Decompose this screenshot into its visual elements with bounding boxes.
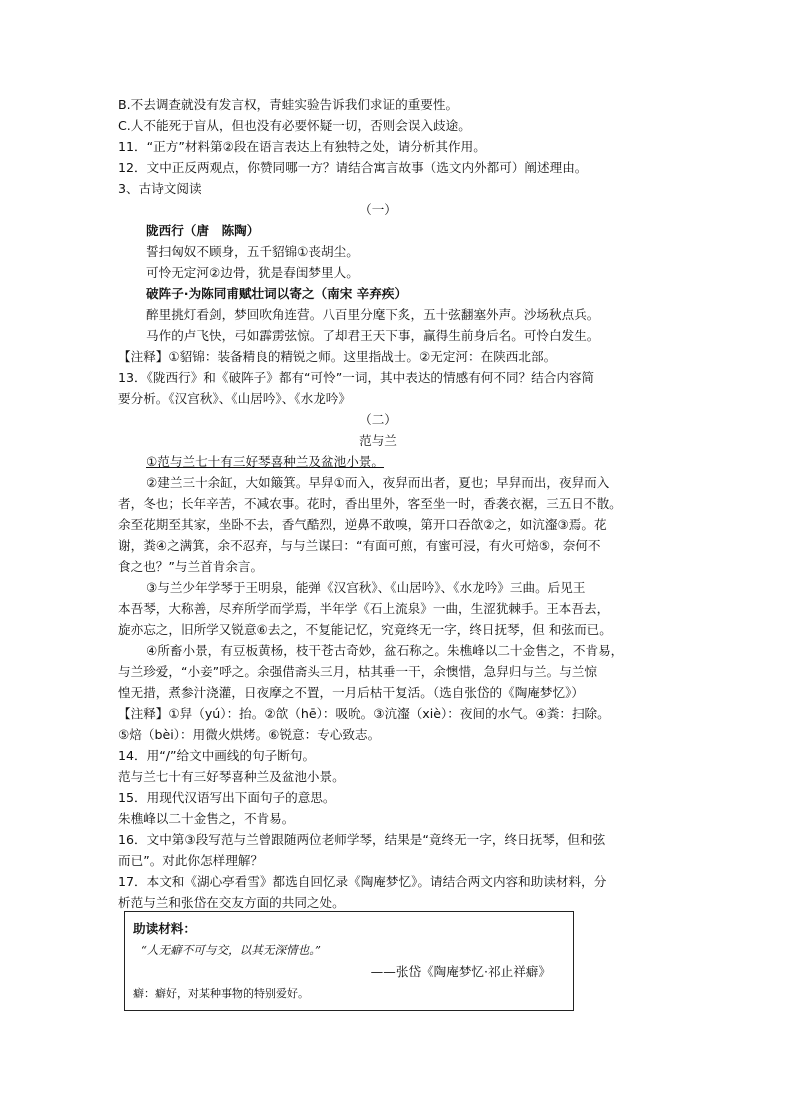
essay-para-3-line-3: 旋亦忘之，旧所学又锐意⑥去之，不复能记忆，究竟终无一字，终日抚琴，但 和弦而已。 — [118, 622, 612, 637]
poem-1-title-text: 陇西行（唐 陈陶） — [146, 223, 260, 238]
essay-para-4-line-2: 与兰珍爱，“小妾”呼之。余强借斋头三月，枯其垂一干，余懊惜，急舁归与兰。与兰惊 — [118, 664, 598, 679]
option-c: C.人不能死于盲从，但也没有必要怀疑一切，否则会误入歧途。 — [118, 118, 471, 133]
question-13-line-1: 13．《陇西行》和《破阵子》都有“可怜”一词，其中表达的情感有何不同？结合内容简 — [118, 370, 595, 385]
question-17-line-1: 17．本文和《湖心亭看雪》都选自回忆录《陶庵梦忆》。请结合两文内容和助读材料，分 — [118, 874, 607, 889]
section-heading: 3、古诗文阅读 — [118, 181, 202, 196]
essay-para-2-line-2: 者，冬也；长年辛苦，不减农事。花时，香出里外，客至坐一时，香袭衣裾，三五日不散。 — [118, 496, 622, 511]
poem-1-title — [118, 220, 638, 241]
question-16-line-2: 而已”。对此你怎样理解？ — [118, 853, 264, 868]
underlined-sentence: ①范与兰七十有三好琴喜种兰及盆池小景。 — [146, 454, 384, 469]
annotation-2-line-1: 【注释】①舁（yú）：抬。②欱（hē）：吸吮。③沆瀣（xiè）：夜间的水气。④粪：扫除。 — [118, 706, 610, 721]
reading-aid-box — [124, 911, 574, 1011]
poem-1-line-2: 可怜无定河②边骨，犹是春闺梦里人。 — [146, 265, 359, 280]
poem-2-line-2: 马作的卢飞快，弓如霹雳弦惊。了却君王天下事，赢得生前身后名。可怜白发生。 — [146, 328, 600, 343]
reading-aid-title: 助读材料： — [133, 921, 196, 936]
reading-aid-note: 癖：癖好，对某种事物的特别爱好。 — [133, 987, 309, 1000]
annotation-1: 【注释】①貂锦：装备精良的精锐之师。这里指战士。②无定河：在陕西北部。 — [118, 349, 557, 364]
essay-para-1 — [118, 451, 638, 472]
essay-para-2-line-4: 谢，粪④之满箕，余不忍弃，与与兰谋曰：“有面可煎，有蜜可浸，有火可焙⑤，奈何不 — [118, 538, 601, 553]
part-two-heading: （二） — [359, 412, 397, 427]
question-13-line-2: 要分析。《汉宫秋》、《山居吟》、《水龙吟》 — [118, 391, 351, 406]
question-11: 11．“正方”材料第②段在语言表达上有独特之处，请分析其作用。 — [118, 139, 486, 154]
question-14: 14．用“/”给文中画线的句子断句。 — [118, 748, 316, 763]
question-15-sentence: 朱樵峰以二十金售之，不肯易。 — [118, 811, 295, 826]
essay-para-4-line-3: 惶无措，煮参汁浇灌，日夜摩之不置，一月后枯干复活。（选自张岱的《陶庵梦忆》） — [118, 685, 584, 700]
reading-aid-source: ——张岱《陶庵梦忆·祁止祥癖》 — [370, 964, 551, 979]
essay-para-2-line-1: ②建兰三十余缸，大如簸箕。早舁①而入，夜舁而出者，夏也；早舁而出，夜舁而入 — [146, 475, 610, 490]
question-15: 15．用现代汉语写出下面句子的意思。 — [118, 790, 336, 805]
essay-para-4-line-1: ④所畜小景，有豆板黄杨，枝干苍古奇妙，盆石称之。朱樵峰以二十金售之，不肯易， — [146, 643, 624, 658]
question-12: 12．文中正反两观点，你赞同哪一方？请结合寓言故事（选文内外都可）阐述理由。 — [118, 160, 588, 175]
part-one-heading: （一） — [359, 202, 397, 217]
poem-2-line-1: 醉里挑灯看剑，梦回吹角连营。八百里分麾下炙，五十弦翻塞外声。沙场秋点兵。 — [146, 307, 600, 322]
essay-para-3-line-2: 本吾琴，大称善，尽弃所学而学焉，半年学《石上流泉》一曲，生涩犹棘手。王本吾去， — [118, 601, 610, 616]
poem-1-line-1: 誓扫匈奴不顾身，五千貂锦①丧胡尘。 — [146, 244, 359, 259]
question-17-line-2: 析范与兰和张岱在交友方面的共同之处。 — [118, 895, 345, 910]
poem-2-title — [118, 283, 638, 304]
option-b: B.不去调查就没有发言权，青蛙实验告诉我们求证的重要性。 — [118, 97, 459, 112]
document-page — [118, 94, 638, 913]
reading-aid-quote: “人无癖不可与交，以其无深情也。” — [141, 943, 321, 957]
annotation-2-line-2: ⑤焙（bèi）：用微火烘烤。⑥锐意：专心致志。 — [118, 727, 381, 742]
question-16-line-1: 16．文中第③段写范与兰曾跟随两位老师学琴，结果是“竟终无一字，终日抚琴，但和弦 — [118, 832, 606, 847]
essay-para-2-line-3: 余至花期至其家，坐卧不去，香气酷烈，逆鼻不敢嗅，第开口吞欱②之，如沆瀣③焉。花 — [118, 517, 607, 532]
poem-2-title-text: 破阵子·为陈同甫赋壮词以寄之（南宋 辛弃疾） — [146, 286, 408, 301]
question-14-sentence: 范与兰七十有三好琴喜种兰及盆池小景。 — [118, 769, 345, 784]
essay-para-3-line-1: ③与兰少年学琴于王明泉，能弹《汉宫秋》、《山居吟》、《水龙吟》三曲。后见王 — [146, 580, 586, 595]
essay-para-2-line-5: 食之也？”与兰首肯余言。 — [118, 559, 264, 574]
essay-title: 范与兰 — [359, 433, 397, 448]
